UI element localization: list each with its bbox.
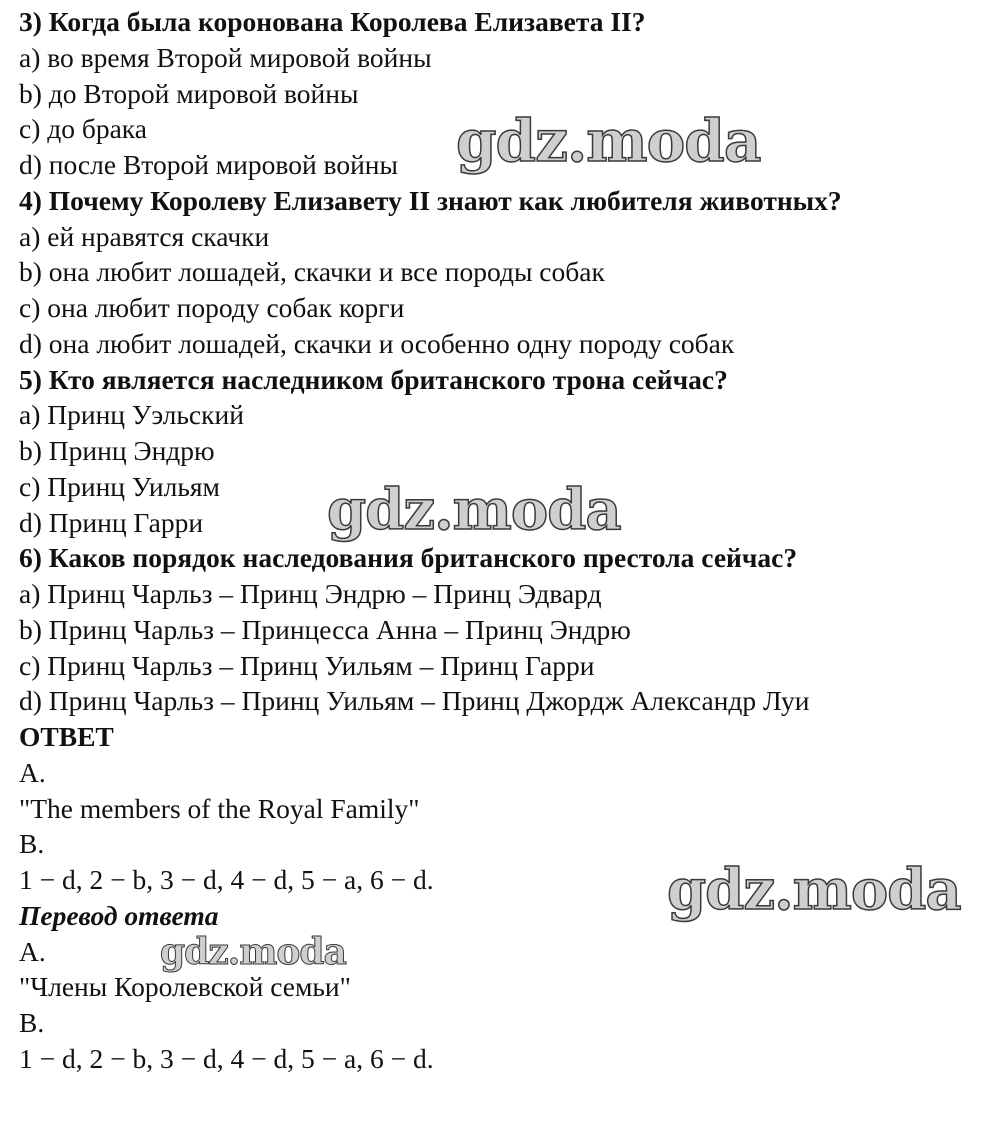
question-5-option-b: b) Принц Эндрю [19,435,215,466]
watermark-logo: gdz.moda [456,107,761,175]
question-4-option-c: c) она любит породу собак корги [19,292,405,323]
question-5-option-a: a) Принц Уэльский [19,399,244,431]
answer-part-a-text: "The members of the Royal Family" [19,792,420,824]
question-3-option-b: b) до Второй мировой войны [19,77,359,109]
question-6-title: 6) Каков порядок наследования британского престола сейчас? [19,542,798,574]
question-4-option-b: b) она любит лошадей, скачки и все породы собак [19,256,605,288]
question-6-option-d: d) Принц Чарльз – Принц Уильям – Принц Джордж Александр Луи [19,685,810,717]
translation-heading: Перевод ответа [19,899,219,931]
question-3-option-d: d) после Второй мировой войны [19,149,398,180]
question-3-option-a: a) во время Второй мировой войны [19,41,432,73]
question-4-option-d: d) она любит лошадей, скачки и особенно одну породу собак [19,327,735,359]
question-3-title: 3) Когда была коронована Королева Елизавета II? [19,6,646,37]
translation-part-a-text: "Члены Королевской семьи" [19,971,351,1003]
translation-section [19,898,989,1077]
translation-part-b-text: 1 − d, 2 − b, 3 − d, 4 − d, 5 − a, 6 − d. [19,1042,434,1074]
answer-part-a-label: A. [19,756,46,788]
watermark-logo: gdz.moda [327,477,621,543]
question-5-option-d: d) Принц Гарри [19,506,204,538]
answer-part-b-label: B. [19,828,45,860]
answer-heading: ОТВЕТ [19,721,114,752]
question-block-6 [19,540,989,719]
question-6-option-a: a) Принц Чарльз – Принц Эндрю – Принц Эдвард [19,578,602,609]
question-4-title: 4) Почему Королеву Елизавету II знают как любителя животных? [19,184,842,216]
question-5-title: 5) Кто является наследником британского трона сейчас? [19,363,728,395]
translation-part-b-label: B. [19,1007,45,1038]
translation-part-a-label: A. [19,935,46,967]
question-6-option-b: b) Принц Чарльз – Принцесса Анна – Принц Эндрю [19,613,631,645]
question-block-4 [19,183,989,362]
answer-part-b-text: 1 − d, 2 − b, 3 − d, 4 − d, 5 − a, 6 − d. [19,864,434,895]
question-4-option-a: a) ей нравятся скачки [19,220,270,252]
question-3-option-c: c) до брака [19,113,147,145]
watermark-logo: gdz.moda [667,857,961,923]
watermark-logo: gdz.moda [160,931,346,973]
question-5-option-c: c) Принц Уильям [19,470,220,502]
question-6-option-c: c) Принц Чарльз – Принц Уильям – Принц Гарри [19,649,595,681]
